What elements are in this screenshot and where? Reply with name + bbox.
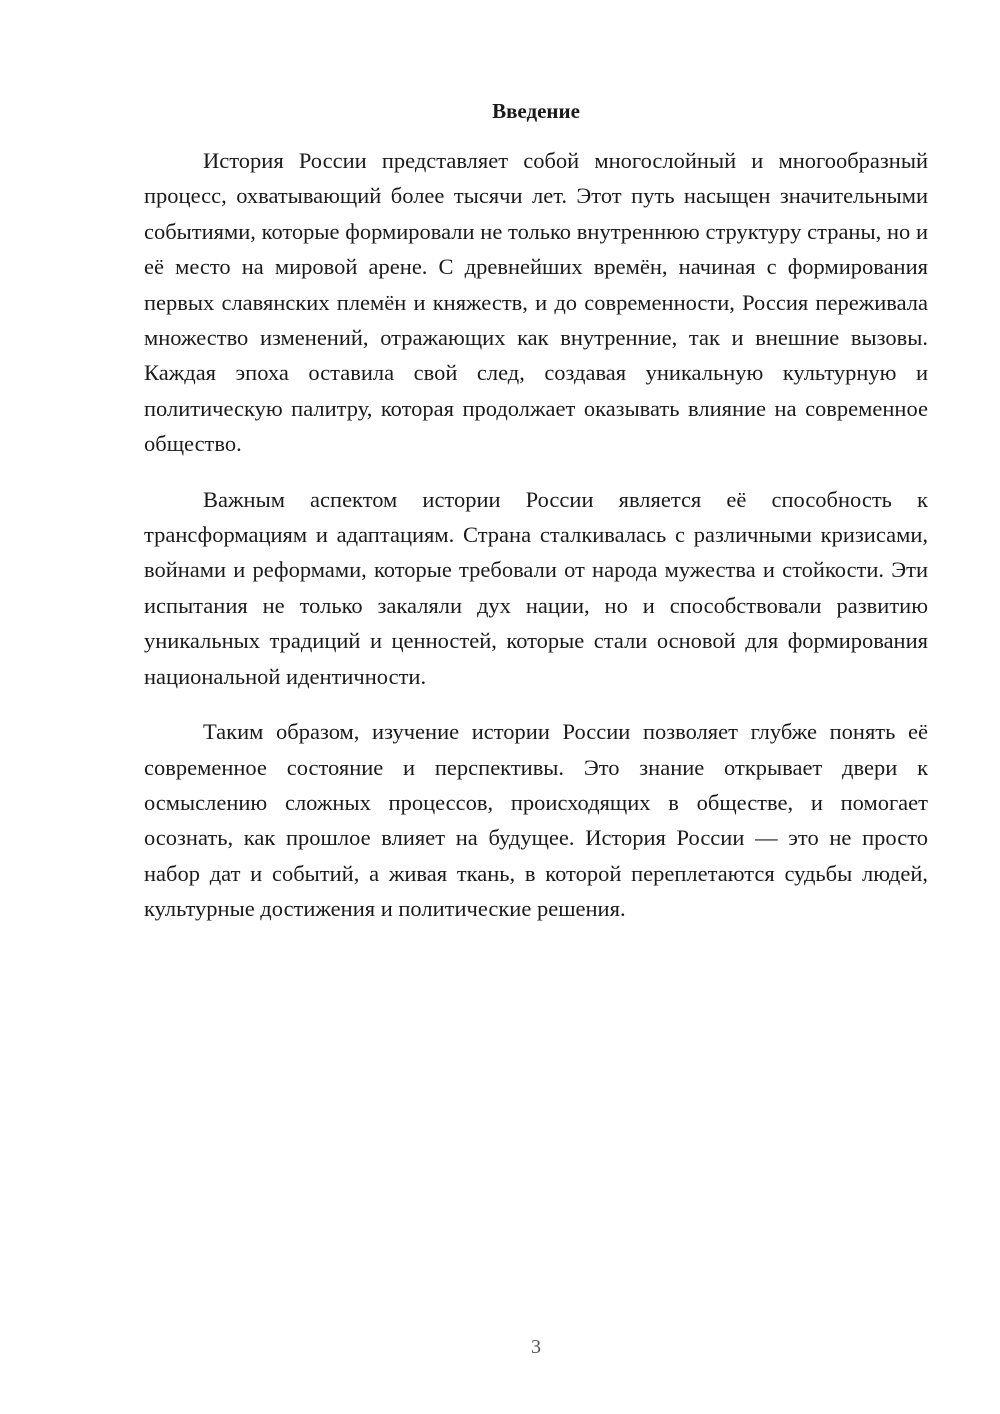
paragraph-3: Таким образом, изучение истории России позволяет глубже понять её современное состояние и перспективы. Это знание открывает двери к осмыслению сложных процессов, происходящих в обществе, и помогает осознать, как прошлое влияет на будущее. История России — это не просто набор дат и событий, а живая ткань, в которой переплетаются судьбы людей, культурные достижения и политические решения. bbox=[144, 719, 928, 922]
body-text bbox=[144, 143, 928, 947]
page-number: 3 bbox=[531, 1336, 541, 1358]
section-title: Введение bbox=[492, 99, 580, 123]
paragraph-1: История России представляет собой многослойный и многообразный процесс, охватывающий более тысячи лет. Этот путь насыщен значительными событиями, которые формировали не только внутреннюю структуру страны, но и её место на мировой арене. С древнейших времён, начиная с формирования первых славянских племён и княжеств, и до современности, Россия переживала множество изменений, отражающих как внутренние, так и внешние вызовы. Каждая эпоха оставила свой след, создавая уникальную культурную и политическую палитру, которая продолжает оказывать влияние на современное общество. bbox=[144, 148, 928, 457]
paragraph-2: Важным аспектом истории России является её способность к трансформациям и адаптациям. Страна сталкивалась с различными кризисами, войнами и реформами, которые требовали от народа мужества и стойкости. Эти испытания не только закаляли дух нации, но и способствовали развитию уникальных традиций и ценностей, которые стали основой для формирования национальной идентичности. bbox=[144, 486, 928, 689]
